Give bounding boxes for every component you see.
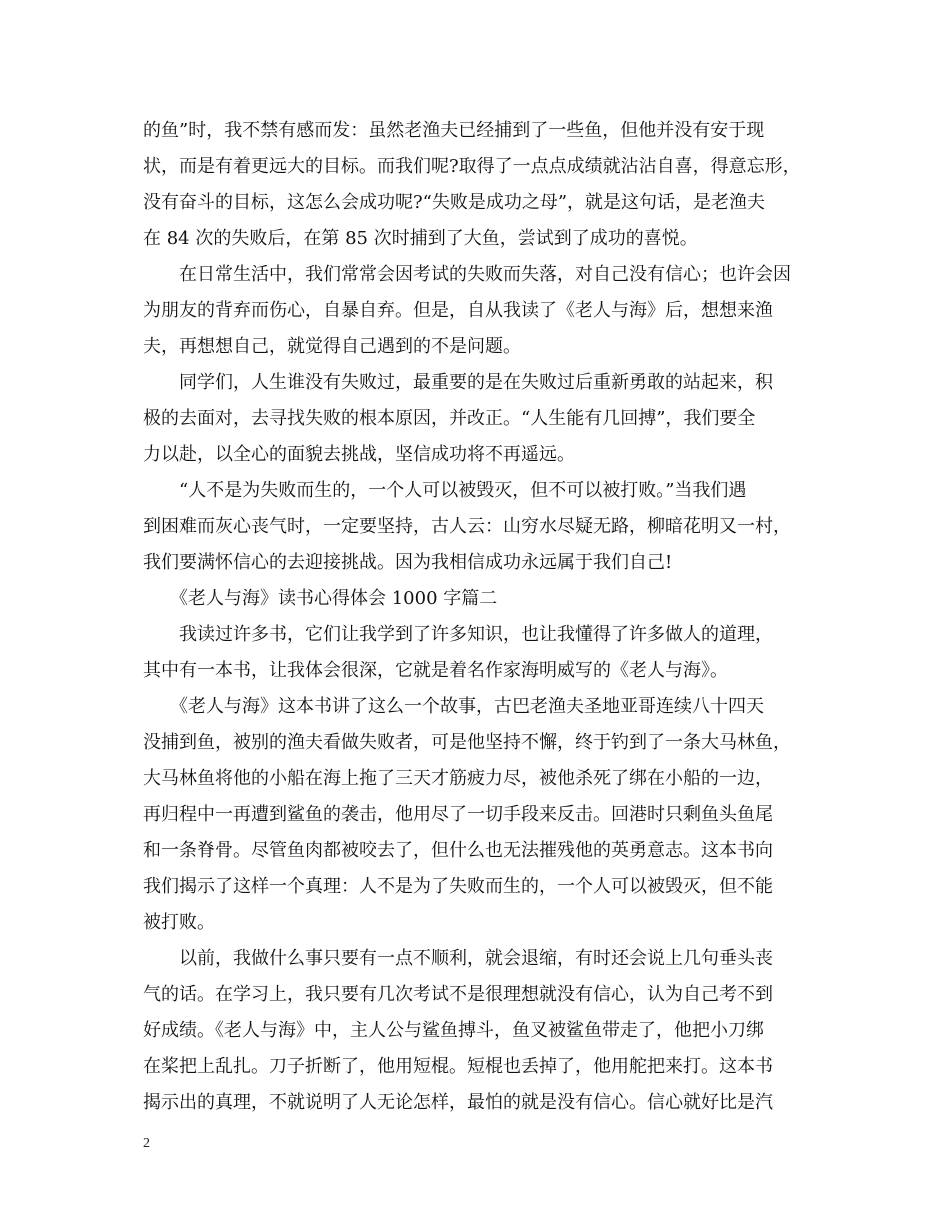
text-line: 在 84 次的失败后，在第 85 次时捕到了大鱼，尝试到了成功的喜悦。 bbox=[143, 228, 698, 249]
text-line: 揭示出的真理，不就说明了人无论怎样，最怕的就是没有信心。信心就好比是汽 bbox=[143, 1092, 773, 1113]
text-line: 为朋友的背弃而伤心，自暴自弃。但是，自从我读了《老人与海》后，想想来渔 bbox=[143, 300, 773, 321]
text-line: 我们要满怀信心的去迎接挑战。因为我相信成功永远属于我们自己! bbox=[143, 552, 673, 573]
text-line: 没捕到鱼，被别的渔夫看做失败者，可是他坚持不懈，终于钓到了一条大马林鱼， bbox=[143, 732, 791, 753]
text-line: 《老人与海》这本书讲了这么一个故事，古巴老渔夫圣地亚哥连续八十四天 bbox=[143, 696, 764, 717]
text-line: 被打败。 bbox=[143, 912, 215, 933]
text-line: 没有奋斗的目标，这怎么会成功呢?“失败是成功之母”，就是这句话，是老渔夫 bbox=[143, 192, 766, 213]
text-line: 好成绩。《老人与海》中，主人公与鲨鱼搏斗，鱼叉被鲨鱼带走了，他把小刀绑 bbox=[143, 1020, 764, 1041]
section-heading: 《老人与海》读书心得体会 1000 字篇二 bbox=[143, 588, 498, 609]
page-number: 2 bbox=[143, 1136, 150, 1151]
text-line: 我们揭示了这样一个真理：人不是为了失败而生的，一个人可以被毁灭，但不能 bbox=[143, 876, 773, 897]
text-line: 到困难而灰心丧气时，一定要坚持，古人云：山穷水尽疑无路，柳暗花明又一村， bbox=[143, 516, 791, 537]
text-line: 以前，我做什么事只要有一点不顺利，就会退缩，有时还会说上几句垂头丧 bbox=[143, 948, 773, 969]
text-line: 夫，再想想自己，就觉得自己遇到的不是问题。 bbox=[143, 336, 521, 357]
body-text bbox=[143, 113, 823, 1121]
text-line: 同学们，人生谁没有失败过，最重要的是在失败过后重新勇敢的站起来，积 bbox=[143, 372, 773, 393]
text-line: 力以赴，以全心的面貌去挑战，坚信成功将不再遥远。 bbox=[143, 444, 575, 465]
text-line: 我读过许多书，它们让我学到了许多知识，也让我懂得了许多做人的道理， bbox=[143, 624, 773, 645]
text-line: 极的去面对，去寻找失败的根本原因，并改正。“人生能有几回搏”，我们要全 bbox=[143, 408, 756, 429]
text-line: 的鱼”时，我不禁有感而发：虽然老渔夫已经捕到了一些鱼，但他并没有安于现 bbox=[143, 120, 765, 141]
text-line: 大马林鱼将他的小船在海上拖了三天才筋疲力尽，被他杀死了绑在小船的一边， bbox=[143, 768, 773, 789]
text-line: “人不是为失败而生的，一个人可以被毁灭，但不可以被打败。”当我们遇 bbox=[143, 480, 747, 501]
text-line: 和一条脊骨。尽管鱼肉都被咬去了，但什么也无法摧残他的英勇意志。这本书向 bbox=[143, 840, 773, 861]
text-line: 状，而是有着更远大的目标。而我们呢?取得了一点点成绩就沾沾自喜，得意忘形， bbox=[143, 156, 801, 177]
text-line: 再归程中一再遭到鲨鱼的袭击，他用尽了一切手段来反击。回港时只剩鱼头鱼尾 bbox=[143, 804, 773, 825]
text-line: 其中有一本书，让我体会很深，它就是着名作家海明威写的《老人与海》。 bbox=[143, 660, 728, 681]
text-line: 在桨把上乱扎。刀子折断了，他用短棍。短棍也丢掉了，他用舵把来打。这本书 bbox=[143, 1056, 773, 1077]
text-line: 在日常生活中，我们常常会因考试的失败而失落，对自己没有信心；也许会因 bbox=[143, 264, 791, 285]
text-line: 气的话。在学习上，我只要有几次考试不是很理想就没有信心，认为自己考不到 bbox=[143, 984, 773, 1005]
